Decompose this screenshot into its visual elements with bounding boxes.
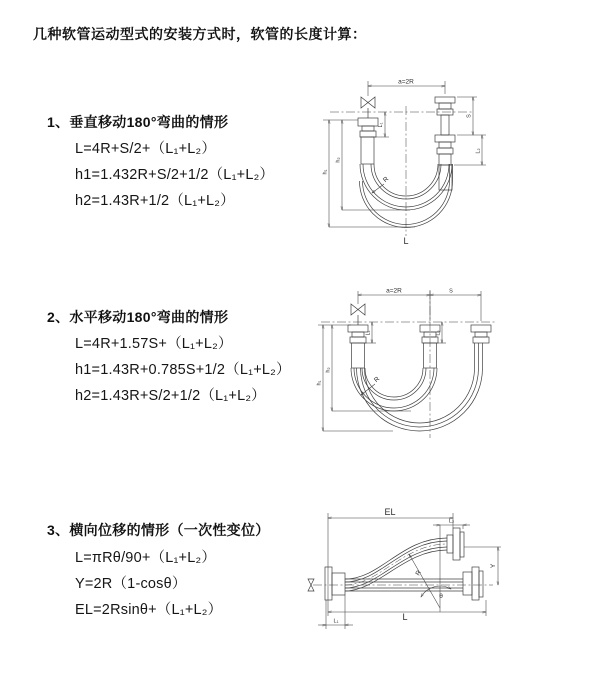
right-pipe-fitting (471, 325, 491, 368)
dim-label-s: S (466, 114, 473, 118)
formula-s2-h2: h2=1.43R+S/2+1/2（L₁+L₂） (75, 388, 266, 404)
dim-label-l: L (402, 612, 408, 622)
formula-s1-l: L=4R+S/2+（L₁+L₂） (75, 141, 217, 157)
dim-label-l: L (403, 236, 409, 246)
formula-s3-el: EL=2Rsinθ+（L₁+L₂） (75, 602, 223, 618)
dimension-labels (323, 79, 482, 247)
formula-s3-y: Y=2R（1-cosθ） (75, 576, 187, 592)
dim-label-l1: L₁ (333, 618, 339, 625)
diagram-vertical-180-bend (318, 76, 498, 248)
dim-label-y: Y (490, 563, 497, 569)
dim-label-a2r: a=2R (398, 78, 414, 86)
hose-displaced-position (345, 538, 447, 591)
dim-label-l2: L₂ (475, 148, 482, 154)
dim-label-r: R (372, 375, 382, 385)
diagram-horizontal-180-bend (315, 288, 510, 448)
upper-flange (447, 528, 464, 560)
formula-s1-h1: h1=1.432R+S/2+1/2（L₁+L₂） (75, 167, 275, 183)
dimension-labels (317, 288, 454, 386)
dim-label-r: R (381, 175, 391, 185)
diagram-lateral-displacement (305, 508, 595, 638)
formula-s2-h1: h1=1.43R+0.785S+1/2（L₁+L₂） (75, 362, 291, 378)
dimension-lines (323, 78, 486, 227)
dim-label-h1: h₁ (322, 169, 329, 175)
formula-s3-l: L=πRθ/90+（L₁+L₂） (75, 550, 217, 566)
section-2-heading: 2、水平移动180°弯曲的情形 (47, 309, 229, 325)
dimension-lines (318, 288, 481, 431)
dim-label-l2: L₂ (448, 518, 455, 525)
valve-icon (361, 97, 375, 118)
dimension-lines (318, 513, 501, 629)
formula-s1-h2: h2=1.43R+1/2（L₁+L₂） (75, 193, 235, 209)
page-title: 几种软管运动型式的安装方式时，软管的长度计算： (33, 26, 367, 42)
left-pipe-fitting (358, 118, 378, 164)
formula-s2-l: L=4R+1.57S+（L₁+L₂） (75, 336, 233, 352)
dim-label-a2r: a=2R (386, 287, 402, 295)
dimension-labels (334, 507, 497, 625)
dim-label-l1: L₁ (365, 330, 372, 336)
section-3-heading: 3、横向位移的情形（一次性变位） (47, 522, 270, 538)
dim-label-s: S (449, 288, 453, 295)
right-flange (463, 567, 483, 600)
dim-label-r: R (414, 569, 423, 578)
centerlines (321, 287, 497, 438)
dim-label-l1: L₁ (378, 122, 384, 128)
dim-label-h2: h₂ (325, 367, 332, 373)
dim-label-l2: L₂ (435, 330, 442, 336)
dim-label-h2: h₂ (335, 157, 342, 163)
right-pipe-fitting (435, 97, 455, 190)
section-1-heading: 1、垂直移动180°弯曲的情形 (47, 114, 229, 130)
hose-u-bend (351, 368, 483, 431)
dim-label-el: EL (384, 507, 396, 517)
dim-label-h1: h₁ (316, 380, 323, 386)
dim-label-theta: θ (439, 593, 443, 600)
